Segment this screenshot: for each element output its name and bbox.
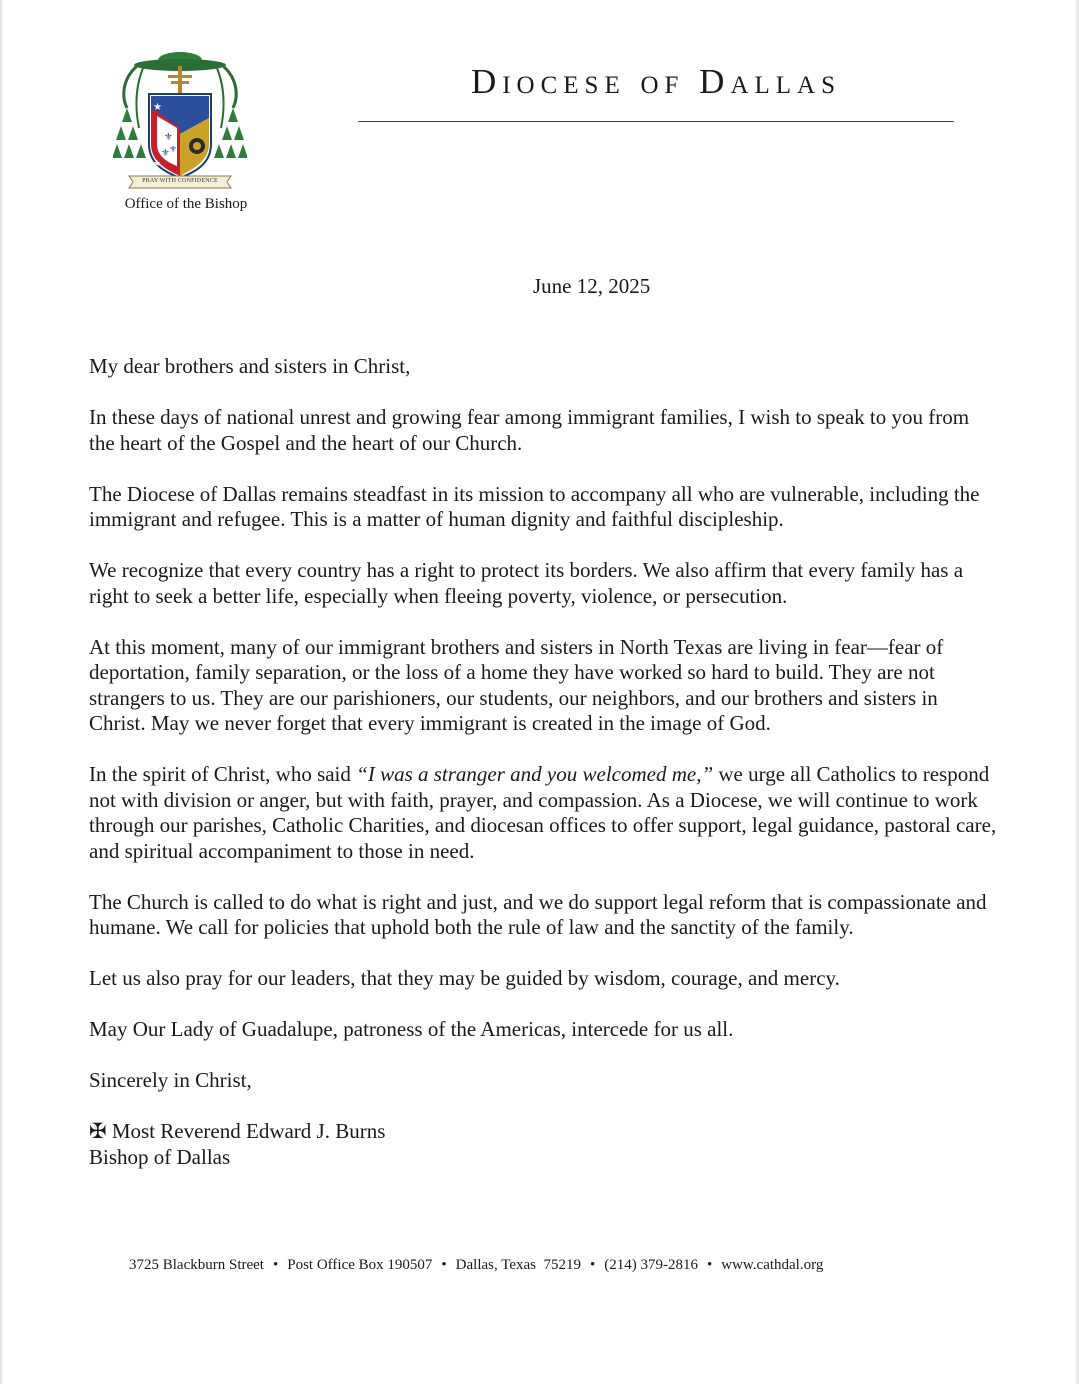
footer-street: 3725 Blackburn Street bbox=[129, 1257, 264, 1273]
paragraph bbox=[89, 762, 999, 864]
footer-phone: (214) 379-2816 bbox=[604, 1257, 698, 1273]
page-edge bbox=[0, 0, 2, 1384]
svg-text:⚜: ⚜ bbox=[169, 145, 178, 155]
paragraph-text: we urge all Catholics to respond not with division or anger, but with faith, prayer, and compassion. As a Diocese, we will continue to work through our parishes, Catholic Charities, and diocesan offices to offer support, legal guidance, pastoral care, and spiritual accompaniment to those in need. bbox=[89, 762, 997, 863]
letter-body bbox=[89, 354, 999, 1170]
scripture-quote: “I was a stranger and you welcomed me,” bbox=[356, 762, 714, 786]
paragraph: We recognize that every country has a right to protect its borders. We also affirm that every family has a right to seek a better life, especially when fleeing poverty, violence, or persecution. bbox=[89, 558, 964, 608]
signature-name: ✠ Most Reverend Edward J. Burns bbox=[89, 1119, 386, 1143]
title-divider bbox=[358, 121, 954, 122]
svg-text:⚜: ⚜ bbox=[164, 132, 173, 143]
letter-date: June 12, 2025 bbox=[533, 274, 651, 298]
letterhead-title: Diocese of Dallas bbox=[470, 62, 842, 101]
footer-separator: • bbox=[441, 1257, 447, 1273]
paragraph: In these days of national unrest and growing fear among immigrant families, I wish to speak to you from the heart of the Gospel and the heart of our Church. bbox=[89, 405, 970, 455]
paragraph: The Church is called to do what is right and just, and we do support legal reform that is compassionate and humane. We call for policies that uphold both the rule of law and the sanctity of the family. bbox=[89, 889, 987, 939]
svg-text:★: ★ bbox=[153, 102, 162, 113]
footer-city: Dallas, Texas 75219 bbox=[455, 1257, 581, 1273]
footer-address bbox=[129, 1257, 929, 1274]
footer-separator: • bbox=[707, 1257, 713, 1273]
footer-po-box: Post Office Box 190507 bbox=[287, 1257, 433, 1273]
coat-of-arms-icon bbox=[113, 48, 247, 194]
footer-separator: • bbox=[272, 1257, 279, 1273]
office-of-the-bishop: Office of the Bishop bbox=[124, 196, 248, 212]
motto-text: PRAY WITH CONFIDENCE bbox=[142, 178, 218, 184]
paragraph-text: In the spirit of Christ, who said bbox=[89, 762, 357, 786]
paragraph: Let us also pray for our leaders, that they may be guided by wisdom, courage, and mercy. bbox=[89, 966, 840, 990]
salutation: My dear brothers and sisters in Christ, bbox=[89, 354, 411, 378]
paragraph: May Our Lady of Guadalupe, patroness of the Americas, intercede for us all. bbox=[89, 1017, 734, 1041]
svg-text:⚜: ⚜ bbox=[161, 148, 170, 159]
closing: Sincerely in Christ, bbox=[89, 1068, 252, 1092]
footer-separator: • bbox=[589, 1257, 596, 1273]
signature-role: Bishop of Dallas bbox=[89, 1144, 231, 1169]
svg-text:★: ★ bbox=[153, 159, 162, 169]
footer-website[interactable]: www.cathdal.org bbox=[721, 1257, 824, 1273]
paragraph: At this moment, many of our immigrant brothers and sisters in North Texas are living in fear—fear of deportation, family separation, or the loss of a home they have worked so hard to build. They are not strangers to us. They are our parishioners, our students, our neighbors, and our brothers and sisters in Christ. May we never forget that every immigrant is created in the image of God. bbox=[89, 634, 944, 735]
paragraph: The Diocese of Dallas remains steadfast in its mission to accompany all who are vulnerable, including the immigrant and refugee. This is a matter of human dignity and faithful discipleship. bbox=[89, 481, 980, 531]
